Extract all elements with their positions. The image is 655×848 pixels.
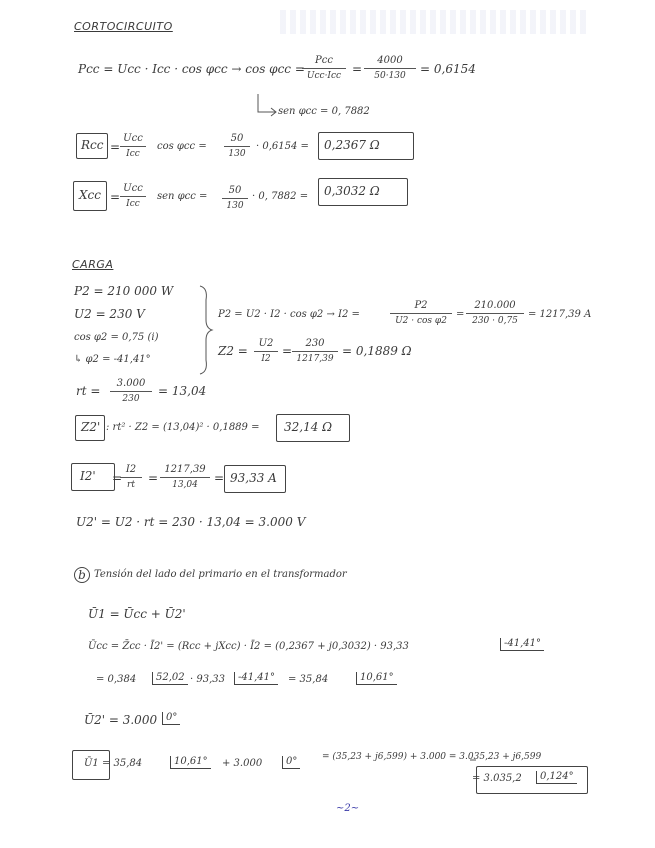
rcc-label: Rcc — [81, 138, 104, 152]
u1-result-angle: 0,124° — [536, 771, 577, 784]
equals-sign: = — [282, 344, 293, 358]
fraction-denominator: I2 — [261, 354, 271, 364]
u1-sum-mid: + 3.000 — [222, 758, 263, 769]
fraction-denominator: U2 · cos φ2 — [395, 316, 447, 326]
ucc-polar-angle-1: 52,02 — [152, 672, 188, 685]
i2-equation: P2 = U2 · I2 · cos φ2 → I2 = — [218, 309, 360, 320]
xcc-label: Xcc — [79, 188, 101, 202]
part-b-marker: b — [74, 567, 90, 583]
p2-value: P2 = 210 000 W — [74, 284, 174, 298]
xcc-sen-text: sen φcc = — [157, 191, 208, 202]
u1-definition: Ū1 = Ūcc + Ū2' — [88, 607, 186, 621]
i2-prime-result: 93,33 A — [230, 471, 277, 485]
z2-prime-label: Z2' — [81, 420, 101, 434]
cos-phi2-value: cos φ2 = 0,75 (i) — [74, 332, 159, 343]
rt-equation: rt = — [76, 384, 101, 398]
z2-prime-equation: : rt² · Z2 = (13,04)² · 0,1889 = — [106, 422, 260, 433]
equals-sign: = — [148, 471, 159, 485]
xcc-result: 0,3032 Ω — [324, 184, 380, 198]
fraction-denominator: 50·130 — [374, 71, 406, 81]
fraction-numerator: 50 — [222, 185, 248, 199]
u2-value: U2 = 230 V — [74, 307, 145, 321]
pcc-equation: Pcc = Ucc · Icc · cos φcc → cos φcc = — [78, 62, 305, 76]
equals-sign: = — [352, 62, 363, 76]
ucc-equation: Ūcc = Z̄cc · Ī2' = (Rcc + jXcc) · Ī2 = (0,2367 + j0,3032) · 93,33 — [88, 641, 409, 652]
ucc-polar-result: = 35,84 — [288, 674, 329, 685]
fraction-denominator: Icc — [126, 149, 140, 159]
fraction-numerator: Ucc — [120, 183, 146, 197]
ucc-polar-angle-2: -41,41° — [234, 672, 278, 685]
xcc-multiplier: · 0, 7882 = — [252, 191, 309, 202]
rcc-cos-text: cos φcc = — [157, 141, 207, 152]
rcc-multiplier: · 0,6154 = — [256, 141, 309, 152]
ucc-polar-angle-3: 10,61° — [356, 672, 397, 685]
fraction-denominator: 13,04 — [172, 480, 198, 490]
fraction-denominator: 230 — [122, 394, 140, 404]
part-b-title: Tensión del lado del primario en el transformador — [94, 569, 347, 580]
ucc-polar-prefix: = 0,384 — [96, 674, 137, 685]
u2-prime-equation: U2' = U2 · rt = 230 · 13,04 = 3.000 V — [76, 515, 306, 529]
sen-phi-cc: sen φcc = 0, 7882 — [278, 106, 370, 117]
fraction-denominator: rt — [127, 480, 135, 490]
equals-sign: = — [110, 140, 121, 154]
fraction-numerator: Ucc — [120, 133, 146, 147]
section-title-cortocircuito: CORTOCIRCUITO — [74, 20, 173, 33]
fraction-denominator: 1217,39 — [296, 354, 334, 364]
ucc-polar-mid: · 93,33 — [190, 674, 225, 685]
u2-prime-phasor: Ū2' = 3.000 — [84, 713, 158, 727]
fraction-denominator: Ucc·Icc — [306, 71, 342, 81]
fraction-numerator: 50 — [224, 133, 250, 147]
phi2-value: ↳ φ2 = -41,41° — [74, 354, 151, 365]
fraction-numerator: 1217,39 — [160, 464, 210, 478]
fraction-denominator: 230 · 0,75 — [472, 316, 518, 326]
fraction-numerator: 210.000 — [466, 300, 524, 314]
z2-prime-result: 32,14 Ω — [284, 420, 333, 434]
u1-sum-rest: = (35,23 + j6,599) + 3.000 = 3.035,23 + j6,599 — [322, 752, 542, 762]
i2-prime-label: I2' — [80, 469, 96, 483]
fraction-denominator: 130 — [228, 149, 246, 159]
cos-phi-cc-result: = 0,6154 — [420, 62, 476, 76]
z2-result: = 0,1889 Ω — [342, 344, 412, 358]
fraction-numerator: Pcc — [302, 55, 346, 69]
equals-sign: = — [456, 309, 465, 320]
ucc-angle: -41,41° — [500, 638, 544, 651]
page-number: ~2~ — [336, 803, 360, 814]
u1-result: = 3.035,2 — [472, 773, 522, 784]
fraction-denominator: Icc — [126, 199, 140, 209]
fraction-numerator: I2 — [120, 464, 142, 478]
fraction-numerator: 3.000 — [110, 378, 152, 392]
u1-sum: Ū1 = 35,84 — [84, 758, 143, 769]
fraction-numerator: 230 — [292, 338, 338, 352]
i2-result: = 1217,39 A — [528, 309, 592, 320]
u1-sum-angle-2: 0° — [282, 756, 300, 769]
fraction-numerator: 4000 — [364, 55, 416, 69]
z2-equation: Z2 = — [218, 344, 248, 358]
equals-sign: = — [110, 190, 121, 204]
rcc-result: 0,2367 Ω — [324, 138, 380, 152]
equals-sign: = — [112, 471, 123, 485]
u2-prime-phasor-angle: 0° — [162, 712, 180, 725]
rt-result: = 13,04 — [158, 384, 207, 398]
fraction-numerator: P2 — [390, 300, 452, 314]
right-brace — [200, 286, 212, 374]
equals-sign: = — [214, 471, 225, 485]
fraction-numerator: U2 — [254, 338, 278, 352]
section-title-carga: CARGA — [72, 258, 114, 271]
u1-sum-angle-1: 10,61° — [170, 756, 211, 769]
fraction-denominator: 130 — [226, 201, 244, 211]
